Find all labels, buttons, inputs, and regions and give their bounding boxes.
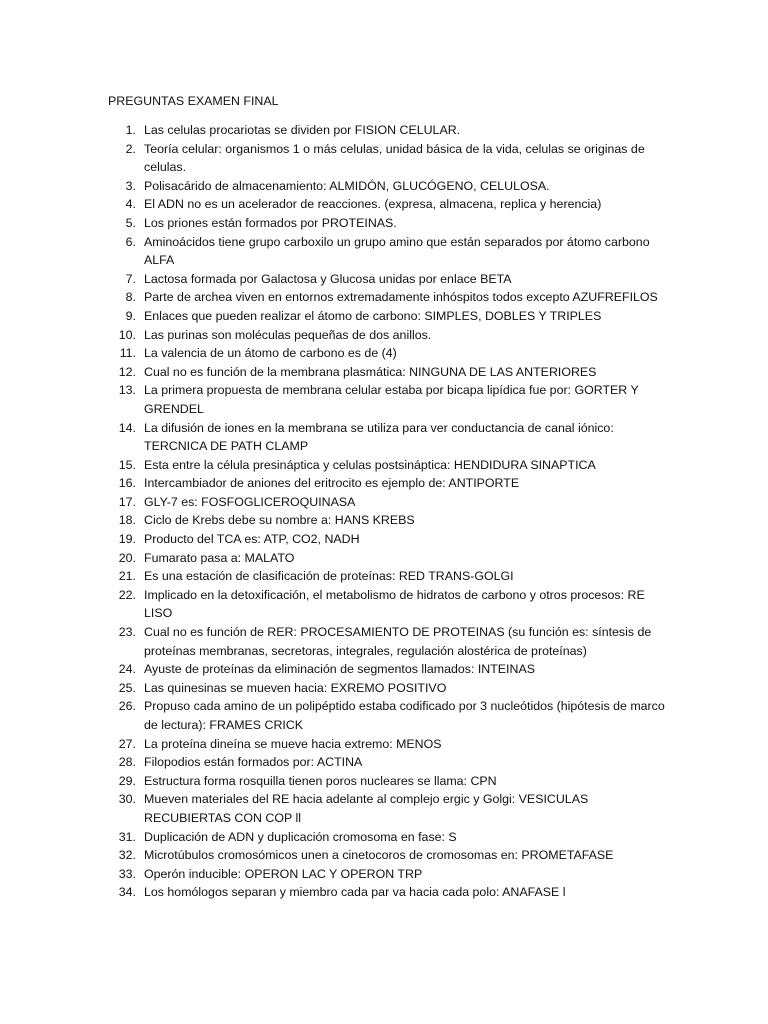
question-item bbox=[108, 344, 668, 363]
question-text: Polisacárido de almacenamiento: ALMIDÓN, GLUCÓGENO, CELULOSA. bbox=[144, 178, 550, 193]
question-item bbox=[108, 790, 668, 827]
question-item bbox=[108, 828, 668, 847]
question-item bbox=[108, 511, 668, 530]
question-item bbox=[108, 140, 668, 177]
question-number: 26. bbox=[118, 699, 136, 714]
question-number: 14. bbox=[118, 420, 136, 435]
question-text: Es una estación de clasificación de proteínas: RED TRANS-GOLGI bbox=[144, 569, 514, 584]
question-number: 6. bbox=[125, 234, 136, 249]
question-item bbox=[108, 326, 668, 345]
question-text: La valencia de un átomo de carbono es de (4) bbox=[144, 346, 397, 361]
question-item bbox=[108, 288, 668, 307]
question-text: Propuso cada amino de un polipéptido estaba codificado por 3 nucleótidos (hipótesis de marco de lectura): FRAMES CRICK bbox=[144, 699, 665, 732]
question-text: GLY-7 es: FOSFOGLICEROQUINASA bbox=[144, 494, 356, 509]
question-item bbox=[108, 474, 668, 493]
question-item bbox=[108, 846, 668, 865]
question-number: 23. bbox=[118, 625, 136, 640]
question-number: 16. bbox=[118, 476, 136, 491]
question-text: Las purinas son moléculas pequeñas de dos anillos. bbox=[144, 327, 432, 342]
question-number: 11. bbox=[119, 346, 136, 361]
question-item bbox=[108, 363, 668, 382]
question-item bbox=[108, 549, 668, 568]
question-number: 21. bbox=[118, 569, 136, 584]
question-text: Las quinesinas se mueven hacia: EXREMO POSITIVO bbox=[144, 680, 447, 695]
question-number: 8. bbox=[125, 290, 136, 305]
question-item bbox=[108, 660, 668, 679]
question-item bbox=[108, 195, 668, 214]
question-number: 31. bbox=[118, 829, 136, 844]
question-number: 18. bbox=[118, 513, 136, 528]
question-item bbox=[108, 623, 668, 660]
question-text: Las celulas procariotas se dividen por FISION CELULAR. bbox=[144, 123, 461, 137]
question-number: 29. bbox=[118, 773, 136, 788]
question-number: 20. bbox=[118, 550, 136, 565]
question-number: 33. bbox=[118, 866, 136, 881]
question-text: Microtúbulos cromosómicos unen a cinetocoros de cromosomas en: PROMETAFASE bbox=[144, 848, 614, 863]
question-item bbox=[108, 270, 668, 289]
question-item bbox=[108, 753, 668, 772]
question-number: 32. bbox=[118, 848, 136, 863]
question-item bbox=[108, 307, 668, 326]
question-text: Implicado en la detoxificación, el metabolismo de hidratos de carbono y otros procesos: RE LISO bbox=[144, 587, 645, 621]
question-number: 1. bbox=[125, 123, 136, 137]
page-title: PREGUNTAS EXAMEN FINAL bbox=[108, 94, 279, 108]
question-item bbox=[108, 697, 668, 734]
question-number: 30. bbox=[118, 792, 136, 807]
question-number: 7. bbox=[125, 271, 136, 286]
question-number: 34. bbox=[118, 885, 136, 900]
question-item bbox=[108, 772, 668, 791]
question-text: Los homólogos separan y miembro cada par va hacia cada polo: ANAFASE l bbox=[144, 885, 566, 900]
question-text: Operón inducible: OPERON LAC Y OPERON TRP bbox=[144, 866, 423, 881]
question-number: 22. bbox=[118, 587, 136, 602]
question-item bbox=[108, 567, 668, 586]
question-text: Esta entre la célula presináptica y celulas postsináptica: HENDIDURA SINAPTICA bbox=[144, 457, 596, 472]
question-number: 27. bbox=[118, 736, 136, 751]
question-item bbox=[108, 456, 668, 475]
question-text: Mueven materiales del RE hacia adelante al complejo ergic y Golgi: VESICULAS RECUBIERTAS CON COP ll bbox=[144, 792, 589, 825]
question-text: La primera propuesta de membrana celular estaba por bicapa lipídica fue por: GORTER Y GRENDEL bbox=[144, 383, 639, 416]
question-number: 13. bbox=[118, 383, 136, 398]
question-item bbox=[108, 419, 668, 456]
question-item bbox=[108, 883, 668, 902]
question-text: Ciclo de Krebs debe su nombre a: HANS KREBS bbox=[144, 513, 415, 528]
question-text: Fumarato pasa a: MALATO bbox=[144, 550, 295, 565]
question-text: Producto del TCA es: ATP, CO2, NADH bbox=[144, 532, 360, 547]
question-text: Intercambiador de aniones del eritrocito es ejemplo de: ANTIPORTE bbox=[144, 476, 520, 491]
question-item bbox=[108, 214, 668, 233]
question-number: 12. bbox=[118, 364, 136, 379]
question-text: La difusión de iones en la membrana se utiliza para ver conductancia de canal iónico: TERCNICA DE PATH CLAMP bbox=[144, 420, 614, 454]
question-item bbox=[108, 381, 668, 418]
question-text: Aminoácidos tiene grupo carboxilo un grupo amino que están separados por átomo carbono ALFA bbox=[144, 234, 650, 268]
question-text: Cual no es función de RER: PROCESAMIENTO DE PROTEINAS (su función es: síntesis de proteínas membranas, secretoras, integrales, regulación alostérica de proteínas) bbox=[144, 625, 652, 658]
question-text: Teoría celular: organismos 1 o más celulas, unidad básica de la vida, celulas se originas de celulas. bbox=[144, 141, 645, 175]
question-text: Estructura forma rosquilla tienen poros nucleares se llama: CPN bbox=[144, 773, 497, 788]
question-item bbox=[108, 586, 668, 623]
question-number: 2. bbox=[125, 141, 136, 156]
question-number: 5. bbox=[125, 215, 136, 230]
question-item bbox=[108, 865, 668, 884]
question-number: 25. bbox=[118, 680, 136, 695]
question-text: Duplicación de ADN y duplicación cromosoma en fase: S bbox=[144, 829, 457, 844]
question-number: 24. bbox=[118, 662, 136, 677]
question-number: 9. bbox=[125, 308, 136, 323]
question-item bbox=[108, 735, 668, 754]
question-text: Filopodios están formados por: ACTINA bbox=[144, 755, 363, 770]
question-list bbox=[108, 121, 668, 902]
question-number: 4. bbox=[125, 197, 136, 212]
question-text: Los priones están formados por PROTEINAS. bbox=[144, 215, 397, 230]
question-text: La proteína dineína se mueve hacia extremo: MENOS bbox=[144, 736, 442, 751]
question-number: 28. bbox=[118, 755, 136, 770]
question-number: 10. bbox=[118, 327, 136, 342]
question-text: Ayuste de proteínas da eliminación de segmentos llamados: INTEINAS bbox=[144, 662, 535, 677]
question-number: 19. bbox=[118, 532, 136, 547]
question-item bbox=[108, 121, 668, 140]
question-item bbox=[108, 233, 668, 270]
question-item bbox=[108, 530, 668, 549]
question-text: Enlaces que pueden realizar el átomo de carbono: SIMPLES, DOBLES Y TRIPLES bbox=[144, 308, 602, 323]
question-item bbox=[108, 493, 668, 512]
question-item bbox=[108, 177, 668, 196]
question-number: 17. bbox=[118, 494, 136, 509]
question-number: 3. bbox=[125, 178, 136, 193]
question-text: El ADN no es un acelerador de reacciones. (expresa, almacena, replica y herencia) bbox=[144, 197, 602, 212]
question-item bbox=[108, 679, 668, 698]
question-text: Cual no es función de la membrana plasmática: NINGUNA DE LAS ANTERIORES bbox=[144, 364, 597, 379]
question-text: Lactosa formada por Galactosa y Glucosa unidas por enlace BETA bbox=[144, 271, 512, 286]
question-text: Parte de archea viven en entornos extremadamente inhóspitos todos excepto AZUFREFILOS bbox=[144, 290, 658, 305]
question-number: 15. bbox=[118, 457, 136, 472]
